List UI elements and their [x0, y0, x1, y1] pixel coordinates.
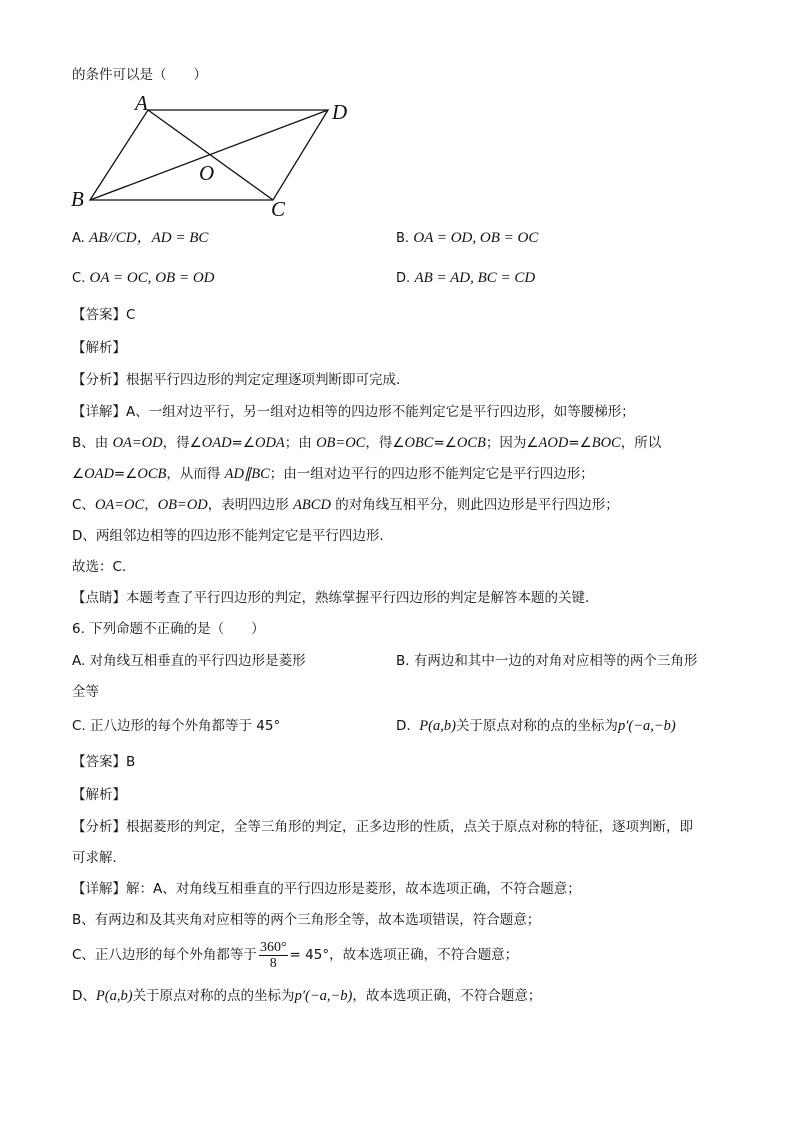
vertex-label-d: D	[332, 100, 348, 124]
q6-xiangjie-line2: B、有两边和及其夹角对应相等的两个三角形全等，故本选项错误，符合题意；	[72, 912, 541, 928]
q6-stem: 6. 下列命题不正确的是（ ）	[72, 621, 265, 637]
q6-option-b: B. 有两边和其中一边的对角对应相等的两个三角形	[396, 653, 698, 669]
q6-fenxi: 【分析】根据菱形的判定，全等三角形的判定，正多边形的性质，点关于原点对称的特征，逐项判断，即	[72, 819, 693, 835]
q5-fenxi: 【分析】根据平行四边形的判定定理逐项判断即可完成．	[72, 372, 410, 388]
q5-option-b: B. OA = OD, OB = OC	[396, 230, 539, 246]
q5-jiexi: 【解析】	[72, 340, 126, 356]
q5-option-d: D. AB = AD, BC = CD	[396, 270, 536, 286]
q6-xiangjie-line3: C、正八边形的每个外角都等于 $\frac{360^\circ}{8}$ = 45°，故本选项正确，不符合题意；	[72, 939, 519, 971]
vertex-label-c: C	[271, 197, 286, 217]
answer-tag: 【答案】	[72, 307, 126, 323]
q5-xiangjie-line4: C、OA=OC，OB=OD，表明四边形 ABCD 的对角线互相平分，则此四边形是平行四边形；	[72, 497, 619, 513]
q6-option-d: D. P(a,b)关于原点对称的点的坐标为p′(−a,−b)	[396, 718, 676, 734]
q5-answer: 【答案】C	[72, 307, 136, 323]
q6-xiangjie-line4: D、P(a,b)关于原点对称的点的坐标为p′(−a,−b)，故本选项正确，不符合题意；	[72, 988, 542, 1004]
q6-option-a: A. 对角线互相垂直的平行四边形是菱形	[72, 653, 306, 669]
q6-fenxi-cont: 可求解．	[72, 850, 126, 866]
q5-xiangjie-line5: D、两组邻边相等的四边形不能判定它是平行四边形．	[72, 528, 393, 544]
q5-option-c: C. OA = OC, OB = OD	[72, 270, 215, 286]
q5-guxuan: 故选：C．	[72, 559, 136, 575]
vertex-label-o: O	[199, 161, 215, 185]
diagonal-bd	[90, 110, 328, 200]
q6-option-c: C. 正八边形的每个外角都等于 45°	[72, 718, 281, 734]
parallelogram-figure	[68, 92, 358, 217]
q5-xiangjie-line3: ∠OAD=∠OCB，从而得 AD∥BC；由一组对边平行的四边形不能判定它是平行四边形；	[72, 466, 594, 482]
q6-jiexi: 【解析】	[72, 787, 126, 803]
q5-dianjing: 【点睛】本题考查了平行四边形的判定，熟练掌握平行四边形的判定是解答本题的关键．	[72, 590, 599, 606]
q6-xiangjie-line1: 【详解】解：A、对角线互相垂直的平行四边形是菱形，故本选项正确，不符合题意；	[72, 881, 581, 897]
vertex-label-b: B	[71, 187, 84, 211]
q5-xiangjie-line1: 【详解】A、一组对边平行，另一组对边相等的四边形不能判定它是平行四边形，如等腰梯形；	[72, 404, 635, 420]
q5-xiangjie-line2: B、由 OA=OD，得∠OAD=∠ODA；由 OB=OC，得∠OBC=∠OCB；因为∠AOD=∠BOC，所以	[72, 435, 662, 451]
q6-option-b-cont: 全等	[72, 684, 99, 700]
vertex-label-a: A	[135, 92, 148, 115]
fraction-360-over-8: $\frac{360^\circ}{8}$	[259, 939, 287, 971]
q6-answer: 【答案】B	[72, 754, 136, 770]
lead-text: 的条件可以是（ ）	[72, 67, 207, 83]
q5-option-a: A. AB//CD，AD = BC	[72, 230, 209, 246]
